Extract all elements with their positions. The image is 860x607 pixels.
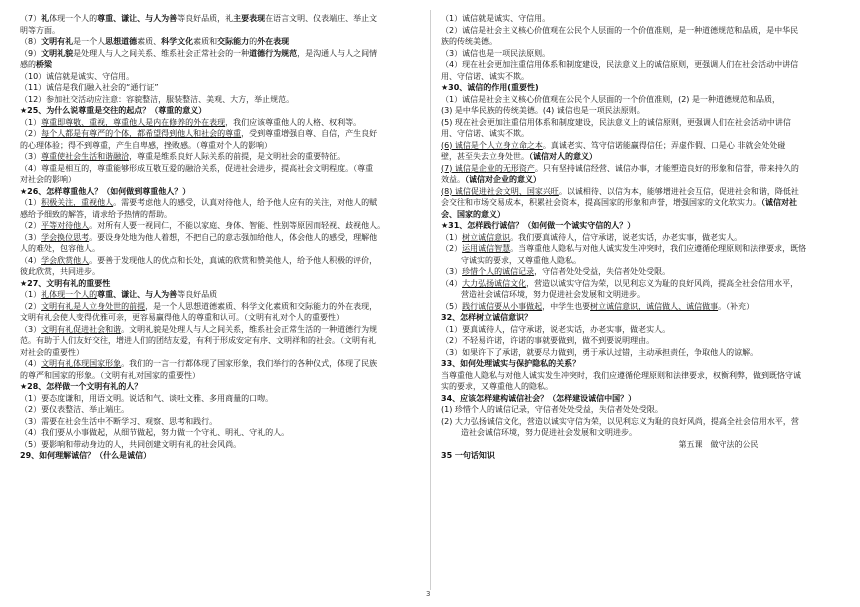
underlined-phrase: 每个人都是有尊严的个体，都希望得到他人和社会的尊重	[41, 129, 242, 138]
section-heading	[20, 381, 425, 393]
underlined-phrase: 平等对待他人	[41, 221, 90, 230]
text-line	[20, 117, 425, 129]
bold-phrase: 文明礼貌	[41, 48, 74, 58]
text-line	[20, 25, 425, 37]
section-heading	[20, 278, 425, 290]
text-span: （3）	[441, 267, 463, 276]
bold-phrase: 科学文化	[161, 37, 194, 46]
underlined-phrase: 树立诚信意识	[462, 232, 511, 242]
text-span: ★28、怎样做一个文明有礼的人？	[20, 382, 143, 391]
text-span: （2）不轻易许诺，许诺的事就要做到，做不到要说明理由。	[441, 336, 655, 345]
text-span: （12）参加社交活动应注意：容貌整洁，服装整洁、美观、大方，举止规范。	[20, 94, 295, 104]
section-heading	[441, 393, 846, 405]
text-span: （3）需要在社会生活中不断学习、观察、思考和践行。	[20, 416, 218, 426]
underlined-phrase: 文明有礼促进社会和谐	[41, 324, 122, 334]
text-span: 素质和	[193, 37, 218, 46]
text-line	[441, 347, 846, 359]
text-span: （1）要态度谦和，用语文明。说话和气、谈吐文雅、多用商量的口吻。	[20, 393, 274, 403]
text-span: 范。有助于人们友好交往，增进人们的团结友爱，有利于形成安定有序、文明祥和的社会。（文明有礼	[20, 336, 376, 345]
text-span: 对社会的影响）	[20, 175, 76, 184]
text-line	[441, 105, 846, 117]
text-span: ★30、诚信的作用(重要性)	[441, 83, 539, 92]
text-span: （4）现在社会更加注重信用体系和制度建设，民法意义上的诚信原则，更强调人们在社会活动中讲信	[441, 60, 799, 69]
text-span: （2）要仪表整洁、举止端庄。	[20, 405, 130, 414]
text-span: 的心理体验；得不到尊重，产生自卑感，挫败感。（尊重对个人的影响）	[20, 140, 272, 150]
bold-phrase: 尊重、谦让、与人为善	[97, 290, 178, 299]
text-line	[441, 439, 846, 451]
text-span: 用、守信诺、诚实不欺。	[441, 129, 529, 138]
text-span: （3）	[20, 152, 42, 161]
text-line	[20, 312, 425, 324]
text-span: ★25、为什么说尊重是交往的起点？（尊重的意义）	[20, 106, 207, 115]
text-line	[441, 324, 846, 336]
text-span: 实的要求，又尊重他人的隐私。	[441, 382, 553, 391]
text-span: 。需要考虑他人的感受，认真对待他人，给予他人应有的关注，对他人的赋	[113, 198, 378, 207]
text-span: （4）	[441, 278, 463, 288]
text-line	[441, 243, 846, 255]
text-line	[441, 36, 846, 48]
text-span: ，是一个人思想道德素质、科学文化素质和交际能力的外在表现，	[145, 301, 378, 311]
text-span: （2）诚信是社会主义核心价值观在公民个人层面的一个价值准则，是一种道德规范和品质，是中华民	[441, 25, 799, 35]
text-span: （11）诚信是我们融入社会的“通行证”	[20, 83, 159, 92]
text-span: 32、怎样树立诚信意识？	[441, 313, 533, 322]
text-line	[441, 71, 846, 83]
text-line	[441, 197, 846, 209]
section-heading	[441, 82, 846, 94]
text-span: （2）	[20, 129, 42, 138]
text-line	[20, 59, 425, 71]
text-line	[20, 82, 425, 94]
text-span: （1）诚信是社会主义核心价值观在公民个人层面的一个价值准则，(2) 是一种道德规范和品质，	[441, 94, 780, 104]
text-line	[441, 128, 846, 140]
bold-phrase: 主要表现	[233, 14, 266, 23]
text-line	[20, 163, 425, 175]
text-span: 对社会的重要性）	[20, 347, 84, 357]
text-span: 彼此欣赏，共同进步。	[20, 267, 100, 276]
text-span: （1）	[20, 117, 42, 127]
text-line	[441, 151, 846, 163]
text-span: ，受到尊重增强自尊、自信，产生良好	[241, 129, 378, 138]
text-line	[20, 439, 425, 451]
text-span: ，守信者处处受益，失信者处处受限。	[534, 267, 671, 276]
text-line	[441, 163, 846, 175]
text-line	[441, 335, 846, 347]
text-span: ，尊重是维系良好人际关系的前提，是文明社会的重要特征。	[129, 152, 346, 161]
text-line	[441, 301, 846, 313]
text-span: (5) 现在社会更加注重信用体系和制度建设，民法意义上的诚信原则，更强调人们在社会活动中讲信	[441, 117, 791, 127]
text-line	[20, 393, 425, 405]
underlined-phrase: (7) 诚信是企业的无形资产	[441, 163, 535, 173]
right-column	[441, 13, 846, 462]
underlined-phrase: 学会欣赏他人	[41, 255, 90, 265]
text-span: 35 一句话知识	[441, 451, 495, 460]
text-line	[20, 301, 425, 313]
text-span: 29、如何理解诚信？（什么是诚信）	[20, 451, 152, 460]
text-span: 。当尊重他人隐私与对他人诚实发生冲突时，我们应遵循伦理原则和法律要求，既恪	[510, 244, 807, 253]
text-span: ，营造以诚实守信为荣，以见利忘义为耻的良好风尚，提高全社会信用水平，	[526, 278, 799, 288]
bold-phrase: 文明有礼	[41, 37, 74, 46]
text-span: 34、应该怎样建构诚信社会？（怎样建设诚信中国？）	[441, 393, 637, 403]
text-span: （4）	[20, 255, 42, 265]
text-line	[20, 220, 425, 232]
text-span: 。只有坚持诚信经营、诚信办事，才能塑造良好的形象和信誉，带来持久的	[534, 163, 799, 173]
text-line	[441, 59, 846, 71]
underlined-phrase: 积极关注，重视他人	[41, 198, 114, 207]
text-line	[441, 186, 846, 198]
text-line	[441, 381, 846, 393]
text-span: 。以诚相待、以信为本，能够增进社会互信，促进社会和谐，降低社	[558, 186, 799, 196]
text-line	[20, 94, 425, 106]
text-line	[441, 266, 846, 278]
text-span: （5）	[441, 301, 463, 311]
text-line	[20, 255, 425, 267]
bold-phrase: 思想道德	[105, 37, 138, 46]
text-span: （1）	[441, 232, 463, 242]
text-line	[20, 36, 425, 48]
text-span: （1）	[20, 198, 42, 207]
text-span: (2) 大力弘扬诚信文化，营造以诚实守信为荣，以见利忘义为耻的良好风尚，提高全社会信用水平，营	[441, 416, 799, 426]
section-heading	[441, 358, 846, 370]
text-line	[441, 416, 846, 428]
left-column	[20, 13, 425, 462]
text-span: 是处理人与人之间关系、维系社会正常社会的一种	[73, 48, 250, 58]
text-span: 。要善于发现他人的优点和长处，真诚的欣赏和赞美他人，给予他人积极的评价，	[89, 255, 378, 265]
text-line	[20, 128, 425, 140]
text-span: 等良好品质，礼	[177, 14, 234, 23]
section-heading	[441, 220, 846, 232]
text-span: （2）	[20, 221, 42, 230]
text-line	[20, 289, 425, 301]
text-line	[441, 404, 846, 416]
text-span: （3）如果许下了承诺，就要尽力做到，勇于承认过错，主动承担责任，争取他人的谅解。	[441, 347, 759, 357]
page-number: 3	[426, 590, 431, 598]
text-line	[441, 232, 846, 244]
text-span: 当尊重他人隐私与对他人诚实发生冲突时，我们应遵循伦理原则和法律要求，权衡利弊，做到既恪守诚	[441, 370, 801, 380]
underlined-phrase: (6) 诚信是个人立身立命之本	[441, 140, 543, 150]
bold-phrase: 交际能力	[217, 37, 250, 46]
text-span: (3) 是中华民族的传统美德。(4) 诚信也是一项民法原则。	[441, 106, 645, 115]
text-span: 效益。	[441, 175, 465, 184]
text-span: 造社会诚信环境，努力促进社会发展和文明进步。	[461, 428, 637, 437]
underlined-phrase: 礼体现一个人的	[41, 290, 98, 299]
text-span: （4）	[20, 359, 42, 368]
text-line	[441, 94, 846, 106]
text-span: 壁，甚至失去立身处世。	[441, 152, 529, 161]
text-span: 的尊严和国家的形象。（文明有礼对国家的重要性）	[20, 370, 200, 380]
text-span: ★31、怎样践行诚信？（如何做一个诚实守信的人？）	[441, 221, 636, 230]
text-line	[441, 255, 846, 267]
text-line	[20, 358, 425, 370]
text-span: 会交往和市场交易成本，积累社会资本，提高国家的形象和声誉，增强国家的文化软实力。	[441, 198, 761, 207]
section-heading	[20, 450, 425, 462]
text-span: ，是沟通人与人之间情	[297, 48, 378, 58]
text-span: 在语言文明、仪表端庄、举止文	[265, 14, 378, 23]
text-span: 人的难处，包容他人。	[20, 244, 100, 253]
text-span: 。我们要真诚待人，信守承诺，说老实话，办老实事，做老实人。	[510, 232, 743, 242]
text-line	[441, 25, 846, 37]
text-span: ★26、怎样尊重他人？（如何做到尊重他人？）	[20, 186, 191, 196]
bold-phrase: 桥梁	[36, 60, 52, 69]
bold-phrase: （诚信对人的意义）	[529, 152, 597, 161]
text-span: 。文明礼貌是处理人与人之间关系，维系社会正常生活的一种道德行为规	[121, 324, 378, 334]
bold-phrase: 会、国家的意义）	[441, 209, 505, 219]
text-line	[20, 404, 425, 416]
text-line	[20, 151, 425, 163]
text-line	[441, 289, 846, 301]
text-span: ，我们应该尊重他人的人格、权利等。	[225, 117, 362, 127]
text-span: ★27、文明有礼的重要性	[20, 278, 111, 288]
text-line	[441, 140, 846, 152]
text-span: （10）诚信就是诚实、守信用。	[20, 71, 135, 81]
text-line	[441, 278, 846, 290]
underlined-phrase: 尊重使社会生活和谐融洽	[41, 152, 130, 161]
text-span: 。真诚老实、笃守信诺能赢得信任；弄虚作假、口是心 非就会处处碰	[542, 140, 786, 150]
underlined-phrase: 尊重即尊敬、重视，尊重他人是内在修养的外在表现	[41, 117, 226, 127]
text-line	[441, 427, 846, 439]
text-line	[20, 197, 425, 209]
text-line	[441, 48, 846, 60]
underlined-phrase: (8) 诚信促进社会文明、国家兴旺	[441, 186, 559, 196]
text-line	[20, 243, 425, 255]
text-span: （7）	[20, 14, 42, 23]
underlined-phrase: 大力弘扬诚信文化	[462, 278, 527, 288]
text-line	[20, 416, 425, 428]
text-span: （1）诚信就是诚实、守信用。	[441, 14, 551, 23]
text-line	[20, 48, 425, 60]
bold-phrase: 礼	[41, 14, 50, 23]
text-line	[20, 427, 425, 439]
text-span: ，中学生也要	[542, 301, 591, 311]
text-line	[20, 209, 425, 221]
text-span: 。对所有人要一视同仁，不能以家庭、身体、智能、性别等原因而轻视、歧视他人。	[89, 221, 386, 230]
text-span: （3）	[20, 324, 42, 334]
text-span: 体现一个人的	[49, 14, 98, 23]
underlined-phrase: 践行诚信要从小事做起	[462, 301, 543, 311]
text-line	[20, 335, 425, 347]
underlined-phrase: 文明有礼体现国家形象	[41, 359, 122, 368]
text-span: （2）	[441, 244, 463, 253]
text-line	[441, 117, 846, 129]
text-line	[441, 209, 846, 221]
text-span: （4）我们要从小事做起，从细节做起，努力做一个守礼、明礼、守礼的人。	[20, 428, 290, 437]
text-span: 明等方面。	[20, 25, 60, 35]
text-span: 感给予细致的解答，请求给予热情的帮助。	[20, 209, 172, 219]
bold-phrase: 道德行为规范	[249, 48, 298, 58]
text-span: 感的	[20, 60, 36, 69]
text-line	[441, 174, 846, 186]
text-span: （2）	[20, 301, 42, 311]
text-span: 族的传统美德。	[441, 37, 497, 46]
underlined-phrase: 学会换位思考	[41, 232, 90, 242]
bold-phrase: 外在表现	[257, 37, 290, 46]
text-span: 营造社会诚信环境，努力促进社会发展和文明进步。	[461, 290, 645, 299]
text-line	[441, 370, 846, 382]
text-line	[441, 13, 846, 25]
text-span: 是一个人	[73, 37, 106, 46]
column-divider	[430, 10, 431, 590]
text-span: （5）要影响和带动身边的人，共同创建文明有礼的社会风尚。	[20, 439, 242, 449]
text-span: (1) 珍惜个人的诚信记录，守信者处处受益，失信者处处受限。	[441, 405, 663, 414]
text-span: 第五课 做守法的公民	[678, 439, 759, 449]
text-line	[20, 266, 425, 278]
section-heading	[20, 186, 425, 198]
text-span: 。要设身处地为他人着想，不把自己的意志强加给他人，体会他人的感受，理解他	[89, 232, 378, 242]
text-line	[20, 324, 425, 336]
bold-phrase: （诚信对社	[761, 198, 797, 207]
bold-phrase: 尊重、谦让、与人为善	[97, 14, 178, 23]
text-span: 文明有礼会使人变得优雅可亲，更容易赢得他人的尊重和认可。（文明有礼对个人的重要性）	[20, 313, 344, 322]
text-span: 。我们的一言一行都体现了国家形象，我们举行的各种仪式，体现了民族	[121, 359, 378, 368]
text-line	[20, 71, 425, 83]
underlined-phrase: 运用诚信智慧	[462, 244, 511, 253]
bold-phrase: （诚信对企业的意义）	[465, 175, 541, 184]
text-line	[20, 174, 425, 186]
text-line	[20, 140, 425, 152]
text-span: 。（补充）	[718, 301, 755, 311]
text-line	[20, 232, 425, 244]
text-line	[20, 370, 425, 382]
section-heading	[441, 450, 846, 462]
text-span: （1）	[20, 290, 42, 299]
text-span: 守诚实的要求，又尊重他人隐私。	[461, 255, 581, 265]
text-span: （1）要真诚待人，信守承诺，说老实话，办老实事，做老实人。	[441, 324, 671, 334]
text-span: （4）尊重是相互的，尊重能够形成互敬互爱的融洽关系，促进社会进步，提高社会文明程度。（尊重	[20, 163, 374, 173]
section-heading	[20, 105, 425, 117]
text-span: （9）	[20, 48, 42, 58]
text-span: 用、守信诺、诚实不欺。	[441, 71, 529, 81]
text-span: （3）诚信也是一项民法原则。	[441, 48, 551, 58]
text-span: 等良好品质	[177, 290, 218, 299]
text-span: （8）	[20, 37, 42, 46]
text-span: 33、如何处理诚实与保护隐私的关系？	[441, 359, 581, 368]
section-heading	[441, 312, 846, 324]
underlined-phrase: 树立诚信意识，诚信做人、诚信做事	[590, 301, 719, 311]
text-span: 的	[249, 37, 258, 46]
text-span: 素质、	[137, 37, 162, 46]
text-line	[20, 347, 425, 359]
text-line	[20, 13, 425, 25]
underlined-phrase: 珍惜个人的诚信记录	[462, 267, 535, 276]
underlined-phrase: 文明有礼是人立身处世的前提	[41, 301, 146, 311]
text-span: （3）	[20, 232, 42, 242]
